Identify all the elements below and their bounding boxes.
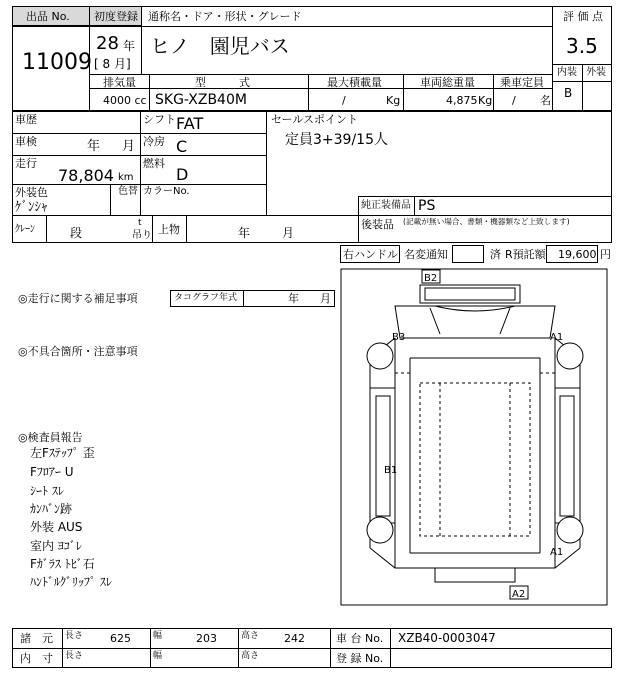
aftermarket-label: 後装品 bbox=[361, 218, 394, 231]
inspector-item: 左Fｽﾃｯﾌﾟ 歪 bbox=[30, 446, 95, 460]
reg-no-label: 登 録 No. bbox=[336, 652, 384, 665]
name-change-label: 名変通知 bbox=[404, 248, 448, 261]
reg-label: 初度登録 bbox=[94, 10, 138, 23]
gvw-unit: Kg bbox=[478, 94, 493, 107]
crane-hang: 吊り bbox=[132, 230, 152, 241]
inspector-item: 室内 ﾖｺﾞﾚ bbox=[30, 539, 82, 553]
ac-label: 冷房 bbox=[143, 135, 165, 148]
length-value: 625 bbox=[110, 632, 131, 645]
aftermarket-note: (記載が無い場合、書類・機器類など上致します) bbox=[403, 218, 570, 227]
recycle-deposit-value: 19,600 bbox=[558, 248, 597, 261]
gvw-value: 4,875 bbox=[446, 94, 478, 107]
inspector-title: ◎検査員報告 bbox=[18, 431, 83, 444]
exterior-label: 外装 bbox=[586, 67, 606, 78]
mark-b1: B1 bbox=[384, 465, 398, 476]
width-value: 203 bbox=[196, 632, 217, 645]
interior-label: 内装 bbox=[557, 67, 577, 78]
disp-value: 4000 cc bbox=[103, 94, 147, 107]
cap-label: 乗車定員 bbox=[500, 76, 544, 89]
recycle-deposit-label: R預託額 bbox=[505, 248, 546, 261]
crane-t: t bbox=[138, 218, 142, 228]
length-label: 長さ bbox=[65, 631, 84, 641]
shift-label: シフト bbox=[143, 113, 176, 126]
score-value: 3.5 bbox=[566, 34, 598, 58]
tacho-year: 年 bbox=[288, 292, 299, 305]
mileage-value: 78,804 bbox=[58, 166, 114, 185]
boarding-year: 年 bbox=[238, 226, 251, 240]
inspector-item: 外装 AUS bbox=[30, 520, 83, 534]
name-change-box bbox=[452, 245, 484, 263]
mark-a1-front: A1 bbox=[550, 332, 564, 343]
ac-value: C bbox=[176, 137, 188, 156]
cap-value: / bbox=[512, 94, 516, 107]
ext-color-label: 外装色 bbox=[15, 186, 48, 199]
history-label: 車歴 bbox=[15, 113, 37, 126]
dims-label: 諸 元 bbox=[20, 632, 53, 645]
color-code-label: カラーNo. bbox=[143, 186, 190, 197]
model-value: SKG-XZB40M bbox=[155, 92, 247, 108]
mileage-label: 走行 bbox=[15, 157, 37, 170]
color-no-label: 色替 bbox=[118, 186, 138, 197]
inspector-item: ｼｰﾄ ｽﾚ bbox=[30, 484, 64, 498]
equip-value: PS bbox=[418, 198, 436, 214]
inspector-item: Fｶﾞﾗｽ ﾄﾋﾞ石 bbox=[30, 557, 95, 571]
inspection-month: 月 bbox=[122, 139, 136, 154]
reg-month: [ 8 月] bbox=[94, 57, 131, 71]
bus-diagram bbox=[340, 268, 610, 608]
inspector-item: ｶﾝﾊﾞﾝ跡 bbox=[30, 502, 73, 516]
defect-title: ◎不具合箇所・注意事項 bbox=[18, 345, 138, 358]
crane-label: ｸﾚｰﾝ bbox=[15, 224, 35, 235]
inspector-item: ﾊﾝﾄﾞﾙｸﾞﾘｯﾌﾟ ｽﾚ bbox=[30, 575, 112, 589]
interior-grade: B bbox=[564, 86, 573, 100]
gvw-label: 車両総重量 bbox=[420, 76, 475, 89]
mileage-unit: km bbox=[118, 172, 134, 183]
reg-year: 28 bbox=[96, 33, 119, 54]
inspection-year: 年 bbox=[87, 139, 101, 154]
ext-color-value: ｹﾞﾝｼｬ bbox=[15, 200, 48, 215]
mark-a1-rear: A1 bbox=[550, 547, 564, 558]
height-value: 242 bbox=[284, 632, 305, 645]
boarding-month: 月 bbox=[282, 226, 295, 240]
chassis-label: 車 台 No. bbox=[336, 632, 384, 645]
vehicle-name: ヒノ 園児バス bbox=[150, 34, 290, 58]
width-label: 幅 bbox=[153, 631, 163, 641]
maxload-unit: Kg bbox=[386, 94, 401, 107]
inner-label: 内 寸 bbox=[20, 652, 53, 665]
inner-height-label: 高さ bbox=[241, 651, 260, 661]
sales-label: セールスポイント bbox=[271, 113, 359, 126]
mark-a2: A2 bbox=[512, 589, 526, 600]
cap-unit: 名 bbox=[540, 94, 551, 107]
inspection-label: 車検 bbox=[15, 135, 37, 148]
inner-width-label: 幅 bbox=[153, 651, 163, 661]
crane-stage: 段 bbox=[70, 226, 83, 240]
boarding-label: 上物 bbox=[158, 223, 180, 236]
maxload-value: / bbox=[342, 94, 346, 107]
recycle-unit: 円 bbox=[600, 248, 611, 261]
tacho-label: タコグラフ年式 bbox=[174, 293, 238, 303]
lot-number: 11009 bbox=[22, 50, 92, 75]
lot-label: 出品 No. bbox=[26, 10, 70, 23]
recycle-label: 済 bbox=[490, 248, 501, 261]
sales-text: 定員3+39/15人 bbox=[285, 132, 388, 148]
equip-label: 純正装備品 bbox=[361, 200, 411, 211]
mark-b2: B2 bbox=[424, 273, 438, 284]
handle-text: 右ハンドル bbox=[343, 248, 398, 261]
tacho-month: 月 bbox=[320, 292, 331, 305]
chassis-value: XZB40-0003047 bbox=[398, 631, 496, 645]
maxload-label: 最大積載量 bbox=[327, 76, 382, 89]
mark-b3: B3 bbox=[392, 332, 406, 343]
supplement-title: ◎走行に関する補足事項 bbox=[18, 292, 138, 305]
name-label: 通称名・ドア・形状・グレード bbox=[148, 10, 302, 23]
fuel-value: D bbox=[176, 165, 189, 184]
height-label: 高さ bbox=[241, 631, 260, 641]
fuel-label: 燃料 bbox=[143, 157, 165, 170]
model-label: 型 式 bbox=[195, 76, 250, 89]
disp-label: 排気量 bbox=[103, 76, 136, 89]
score-label: 評 価 点 bbox=[563, 10, 603, 23]
shift-value: FAT bbox=[176, 114, 204, 133]
reg-year-unit: 年 bbox=[123, 39, 136, 53]
inspector-item: Fﾌﾛｱｰ U bbox=[30, 465, 74, 479]
inner-length-label: 長さ bbox=[65, 651, 84, 661]
